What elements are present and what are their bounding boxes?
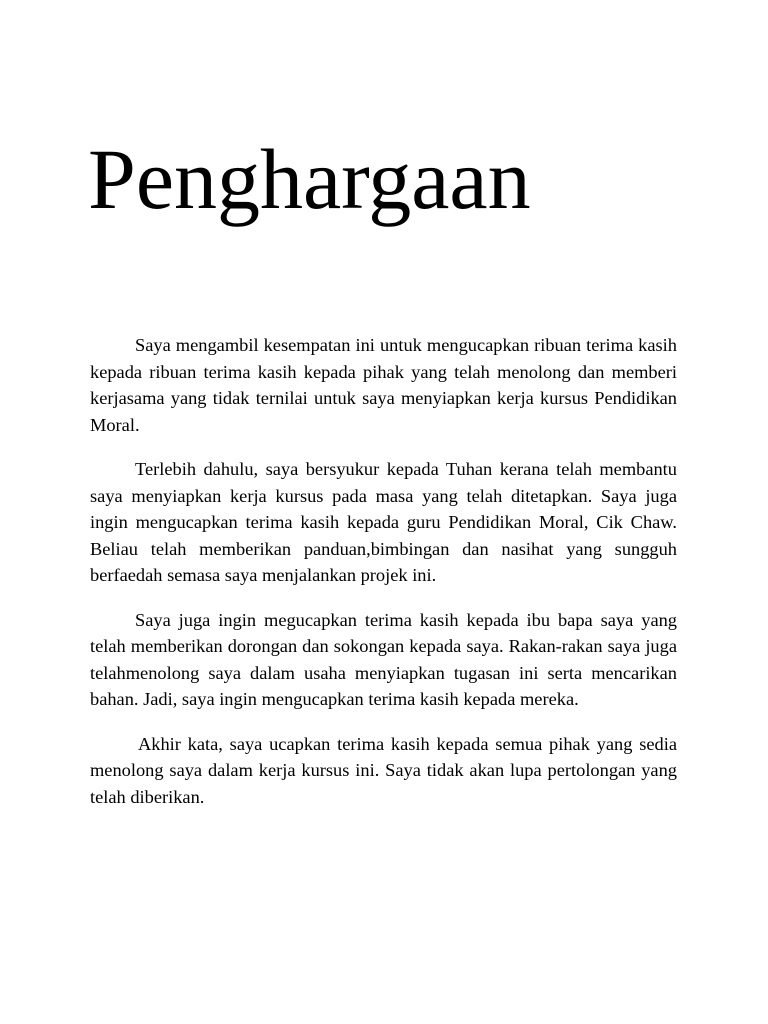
- paragraph-3: Saya juga ingin megucapkan terima kasih kepada ibu bapa saya yang telah memberikan dorongan dan sokongan kepada saya. Rakan-rakan saya juga telahmenolong saya dalam usaha menyiapkan tugasan ini serta mencarikan bahan. Jadi, saya ingin mengucapkan terima kasih kepada mereka.: [90, 609, 677, 709]
- paragraph-2: Terlebih dahulu, saya bersyukur kepada Tuhan kerana telah membantu saya menyiapkan kerja kursus pada masa yang telah ditetapkan. Saya juga ingin mengucapkan terima kasih kepada guru Pendidikan Moral, Cik Chaw. Beliau telah memberikan panduan,bimbingan dan nasihat yang sungguh berfaedah semasa saya menjalankan projek ini.: [90, 459, 677, 585]
- paragraph-4: Akhir kata, saya ucapkan terima kasih kepada semua pihak yang sedia menolong saya dalam kerja kursus ini. Saya tidak akan lupa pertolongan yang telah diberikan.: [90, 733, 677, 807]
- paragraph-1: Saya mengambil kesempatan ini untuk mengucapkan ribuan terima kasih kepada ribuan terima kasih kepada pihak yang telah menolong dan memberi kerjasama yang tidak ternilai untuk saya menyiapkan kerja kursus Pendidikan Moral.: [90, 335, 677, 435]
- page-title: Penghargaan: [88, 131, 531, 227]
- body-text: [90, 332, 677, 828]
